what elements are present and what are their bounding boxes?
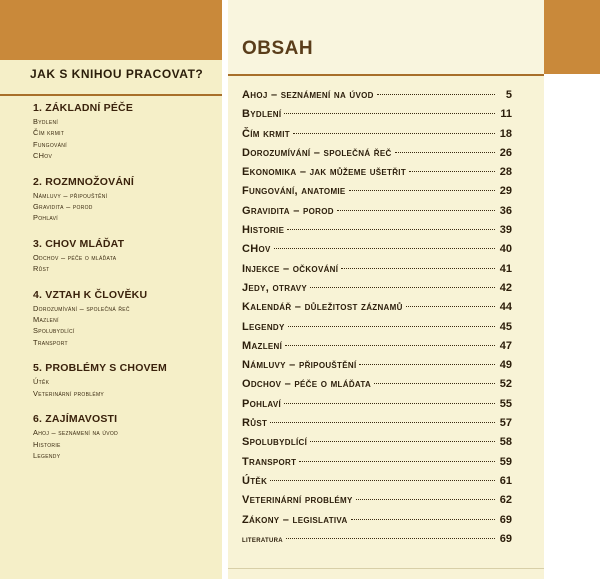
- toc-entry[interactable]: [242, 340, 512, 359]
- toc-entry[interactable]: [242, 359, 512, 378]
- section-title: 2. ROZMNOŽOVÁNÍ: [33, 175, 135, 188]
- toc-leader-dots: [351, 519, 495, 520]
- section-item: Dorozumívání – společná řeč: [33, 303, 130, 313]
- toc-entry-label: Čím krmit: [242, 127, 290, 140]
- toc-leader-dots: [341, 268, 495, 269]
- toc-entry-label: Dorozumívání – společná řeč: [242, 146, 392, 159]
- section-item: Legendy: [33, 450, 61, 460]
- toc-entry-page: 55: [499, 397, 512, 410]
- toc-entry[interactable]: [242, 282, 512, 301]
- toc-entry[interactable]: [242, 147, 512, 166]
- toc-leader-dots: [299, 461, 495, 462]
- toc-leader-dots: [274, 248, 495, 249]
- toc-entry-label: CHov: [242, 243, 271, 256]
- toc-entry-page: 44: [499, 301, 512, 314]
- section-list: [33, 101, 218, 474]
- toc-entry-label: Jedy, otravy: [242, 281, 308, 294]
- section-item: Spolubydlící: [33, 326, 75, 336]
- section-title: 1. ZÁKLADNÍ PÉČE: [33, 102, 134, 114]
- section-item: CHov: [33, 151, 53, 161]
- section-item: Čím krmit: [33, 128, 65, 138]
- toc-entry-label: Fungování, anatomie: [242, 185, 346, 198]
- toc-leader-dots: [285, 345, 495, 346]
- toc-leader-dots: [359, 364, 495, 365]
- toc-entry-page: 45: [499, 320, 512, 333]
- section-block: [33, 361, 218, 399]
- section-item: Pohlaví: [33, 213, 58, 223]
- section-item: Fungování: [33, 139, 67, 149]
- section-item: Bydlení: [33, 117, 59, 126]
- toc-entry[interactable]: [242, 243, 512, 262]
- toc-entry-page: 62: [499, 494, 512, 507]
- section-item: Námluvy – připouštění: [33, 190, 108, 200]
- toc-entry-page: 61: [499, 474, 512, 487]
- toc-entry-page: 28: [499, 166, 512, 179]
- toc-leader-dots: [270, 422, 495, 423]
- section-title: 3. CHOV MLÁĎAT: [33, 237, 125, 250]
- toc-entry-label: Injekce – očkování: [242, 262, 339, 275]
- toc-entry-page: 18: [499, 127, 512, 140]
- toc-leader-dots: [406, 306, 495, 307]
- section-item: Gravidita – porod: [33, 202, 93, 212]
- toc-entry-page: 36: [499, 204, 512, 217]
- toc-entry[interactable]: [242, 108, 512, 127]
- table-of-contents: [242, 89, 512, 552]
- toc-entry[interactable]: [242, 417, 512, 436]
- toc-entry-page: 40: [499, 243, 512, 256]
- right-heading-bar: [228, 0, 544, 76]
- section-item: Transport: [33, 337, 68, 347]
- toc-entry-label: Spolubydlící: [242, 436, 308, 449]
- toc-leader-dots: [286, 538, 495, 539]
- toc-entry-label: Legendy: [242, 320, 285, 333]
- toc-leader-dots: [310, 441, 495, 442]
- toc-entry[interactable]: [242, 224, 512, 243]
- toc-entry[interactable]: [242, 185, 512, 204]
- toc-entry[interactable]: [242, 456, 512, 475]
- bottom-divider: [228, 568, 544, 569]
- toc-entry[interactable]: [242, 263, 512, 282]
- section-item: Mazlení: [33, 315, 59, 325]
- toc-entry[interactable]: [242, 301, 512, 320]
- toc-entry-label: Pohlaví: [242, 397, 282, 410]
- toc-entry[interactable]: [242, 89, 512, 108]
- toc-entry-label: Ekonomika – jak můžeme ušetřit: [242, 166, 407, 179]
- toc-entry-label: Gravidita – porod: [242, 204, 334, 217]
- toc-entry-label: Kalendář – důležitost záznamů: [242, 301, 403, 314]
- toc-entry-page: 39: [499, 224, 512, 237]
- toc-leader-dots: [288, 326, 495, 327]
- toc-leader-dots: [349, 190, 495, 191]
- toc-entry-page: 52: [499, 378, 512, 391]
- toc-entry-page: 47: [499, 339, 512, 352]
- toc-title: OBSAH: [242, 38, 314, 59]
- toc-entry[interactable]: [242, 494, 512, 513]
- section-item: Útěk: [33, 377, 50, 387]
- toc-entry-page: 69: [499, 532, 512, 545]
- toc-entry-page: 42: [499, 281, 512, 294]
- section-item: Historie: [33, 439, 61, 449]
- toc-entry-page: 59: [499, 455, 512, 468]
- page-margin: [544, 0, 600, 579]
- toc-entry-label: literatura: [242, 533, 283, 544]
- toc-entry-label: Bydlení: [242, 108, 282, 121]
- toc-entry-label: Veterinární problémy: [242, 494, 353, 507]
- toc-leader-dots: [284, 403, 495, 404]
- toc-entry[interactable]: [242, 128, 512, 147]
- section-title: 5. PROBLÉMY S CHOVEM: [33, 362, 167, 375]
- toc-entry-label: Ahoj – seznámení na úvod: [242, 89, 374, 101]
- toc-entry-label: Útěk: [242, 474, 268, 487]
- toc-entry-page: 41: [499, 262, 512, 275]
- toc-leader-dots: [377, 94, 495, 95]
- toc-leader-dots: [293, 133, 495, 134]
- toc-leader-dots: [337, 210, 495, 211]
- section-block: [33, 288, 218, 349]
- right-color-band: [544, 0, 600, 74]
- section-title: 4. VZTAH K ČLOVĚKU: [33, 288, 148, 301]
- toc-entry[interactable]: [242, 321, 512, 340]
- toc-leader-dots: [270, 480, 495, 481]
- toc-entry[interactable]: [242, 475, 512, 494]
- toc-leader-dots: [284, 113, 495, 114]
- section-block: [33, 412, 218, 461]
- toc-entry[interactable]: [242, 398, 512, 417]
- section-block: [33, 175, 218, 224]
- section-block: [33, 101, 218, 162]
- toc-leader-dots: [409, 171, 495, 172]
- left-heading-bar: [0, 60, 222, 96]
- section-item: Růst: [33, 264, 50, 274]
- left-color-band: [0, 0, 222, 60]
- section-item: Odchov – péče o mláďata: [33, 252, 117, 262]
- toc-entry-page: 29: [499, 185, 512, 198]
- toc-entry[interactable]: [242, 436, 512, 455]
- toc-entry[interactable]: [242, 205, 512, 224]
- toc-entry-label: Transport: [242, 455, 297, 468]
- toc-entry-label: Námluvy – připouštění: [242, 359, 357, 372]
- toc-leader-dots: [395, 152, 495, 153]
- toc-entry[interactable]: [242, 514, 512, 533]
- toc-leader-dots: [356, 499, 495, 500]
- toc-entry-label: Historie: [242, 224, 285, 237]
- left-heading: JAK S KNIHOU PRACOVAT?: [30, 67, 204, 81]
- toc-entry-page: 58: [499, 436, 512, 449]
- toc-entry-label: Růst: [242, 417, 268, 430]
- section-title: 6. ZAJÍMAVOSTI: [33, 413, 118, 426]
- toc-entry-page: 57: [499, 417, 512, 430]
- toc-entry-label: Zákony – legislativa: [242, 513, 348, 526]
- toc-entry-label: Odchov – péče o mláďata: [242, 378, 372, 391]
- toc-leader-dots: [310, 287, 495, 288]
- toc-entry[interactable]: [242, 378, 512, 397]
- section-item: Ahoj – seznámení na úvod: [33, 428, 119, 438]
- toc-entry-label: Mazlení: [242, 339, 283, 352]
- toc-entry-page: 69: [499, 513, 512, 526]
- toc-entry[interactable]: [242, 166, 512, 185]
- toc-entry-page: 49: [499, 359, 512, 372]
- section-item: Veterinární problémy: [33, 388, 105, 398]
- toc-leader-dots: [287, 229, 495, 230]
- toc-entry-page: 11: [500, 108, 512, 121]
- toc-entry[interactable]: [242, 533, 512, 552]
- toc-leader-dots: [374, 383, 495, 384]
- toc-entry-page: 26: [499, 146, 512, 159]
- section-block: [33, 237, 218, 275]
- toc-entry-page: 5: [505, 89, 512, 101]
